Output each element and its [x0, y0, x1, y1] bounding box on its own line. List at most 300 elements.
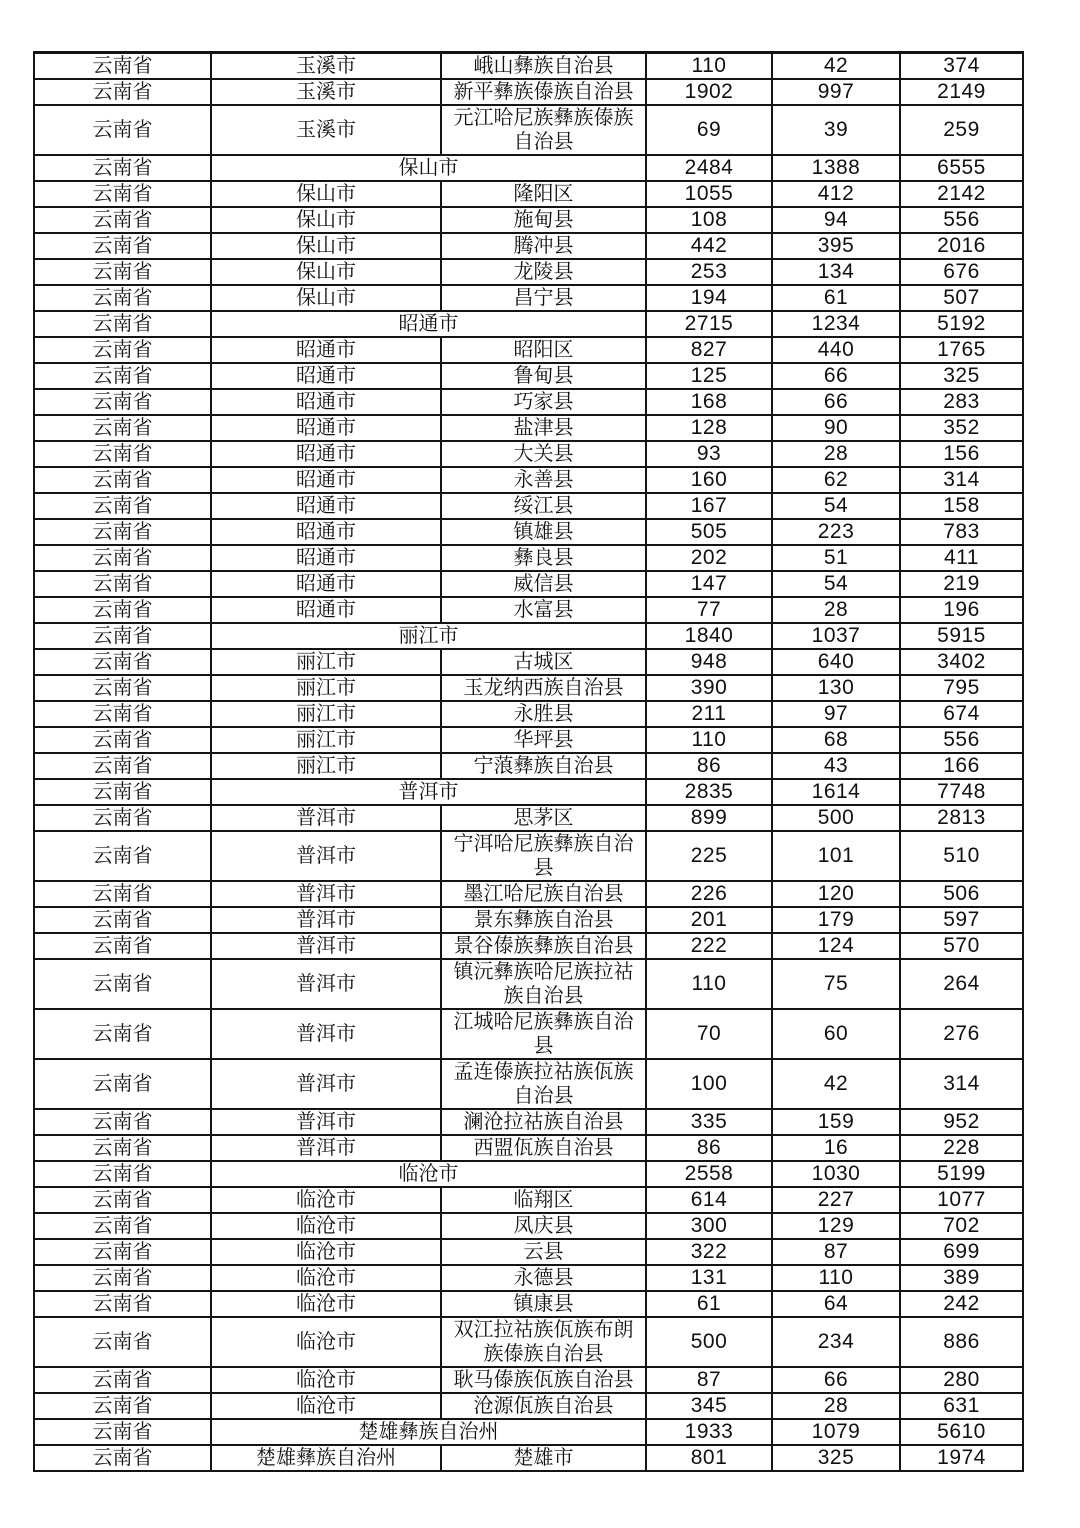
value-cell: 699: [900, 1239, 1023, 1265]
value-cell: 1234: [772, 311, 900, 337]
value-cell: 5192: [900, 311, 1023, 337]
value-cell: 6555: [900, 155, 1023, 181]
value-cell: 130: [772, 675, 900, 701]
county-cell: 沧源佤族自治县: [441, 1393, 646, 1419]
city-summary-cell: 楚雄彝族自治州: [211, 1419, 646, 1445]
value-cell: 5915: [900, 623, 1023, 649]
county-cell: 昌宁县: [441, 285, 646, 311]
table-row: [34, 881, 1023, 907]
table-row: [34, 233, 1023, 259]
county-cell: 宁蒗彝族自治县: [441, 753, 646, 779]
value-cell: 505: [646, 519, 772, 545]
city-cell: 保山市: [211, 207, 441, 233]
city-cell: 保山市: [211, 285, 441, 311]
county-cell: 孟连傣族拉祜族佤族 自治县: [441, 1059, 646, 1109]
province-cell: 云南省: [34, 545, 211, 571]
value-cell: 325: [772, 1445, 900, 1471]
value-cell: 234: [772, 1317, 900, 1367]
city-cell: 临沧市: [211, 1213, 441, 1239]
province-cell: 云南省: [34, 467, 211, 493]
value-cell: 16: [772, 1135, 900, 1161]
table-row: [34, 53, 1023, 80]
value-cell: 51: [772, 545, 900, 571]
county-cell: 盐津县: [441, 415, 646, 441]
table-row: [34, 649, 1023, 675]
value-cell: 97: [772, 701, 900, 727]
county-cell: 镇沅彝族哈尼族拉祜 族自治县: [441, 959, 646, 1009]
value-cell: 1079: [772, 1419, 900, 1445]
value-cell: 1902: [646, 79, 772, 105]
city-cell: 丽江市: [211, 701, 441, 727]
table-row: [34, 105, 1023, 155]
city-cell: 丽江市: [211, 675, 441, 701]
value-cell: 390: [646, 675, 772, 701]
city-cell: 临沧市: [211, 1265, 441, 1291]
value-cell: 69: [646, 105, 772, 155]
value-cell: 94: [772, 207, 900, 233]
county-cell: 威信县: [441, 571, 646, 597]
table-row: [34, 259, 1023, 285]
city-cell: 普洱市: [211, 1009, 441, 1059]
value-cell: 75: [772, 959, 900, 1009]
table-row: [34, 285, 1023, 311]
province-cell: 云南省: [34, 233, 211, 259]
value-cell: 219: [900, 571, 1023, 597]
value-cell: 948: [646, 649, 772, 675]
value-cell: 227: [772, 1187, 900, 1213]
county-cell: 楚雄市: [441, 1445, 646, 1471]
value-cell: 507: [900, 285, 1023, 311]
value-cell: 283: [900, 389, 1023, 415]
province-cell: 云南省: [34, 1393, 211, 1419]
value-cell: 110: [772, 1265, 900, 1291]
province-cell: 云南省: [34, 207, 211, 233]
value-cell: 374: [900, 53, 1023, 80]
table-row: [34, 959, 1023, 1009]
value-cell: 64: [772, 1291, 900, 1317]
province-cell: 云南省: [34, 1239, 211, 1265]
table-row: [34, 1291, 1023, 1317]
value-cell: 179: [772, 907, 900, 933]
county-cell: 永善县: [441, 467, 646, 493]
value-cell: 223: [772, 519, 900, 545]
table-row: [34, 415, 1023, 441]
value-cell: 2813: [900, 805, 1023, 831]
county-cell: 永德县: [441, 1265, 646, 1291]
table-row: [34, 571, 1023, 597]
city-summary-cell: 昭通市: [211, 311, 646, 337]
value-cell: 674: [900, 701, 1023, 727]
province-cell: 云南省: [34, 1135, 211, 1161]
county-cell: 新平彝族傣族自治县: [441, 79, 646, 105]
province-cell: 云南省: [34, 155, 211, 181]
value-cell: 500: [646, 1317, 772, 1367]
table-row: [34, 1393, 1023, 1419]
county-cell: 景东彝族自治县: [441, 907, 646, 933]
value-cell: 280: [900, 1367, 1023, 1393]
table-row: [34, 1445, 1023, 1471]
province-cell: 云南省: [34, 727, 211, 753]
table-row: [34, 701, 1023, 727]
value-cell: 70: [646, 1009, 772, 1059]
city-cell: 玉溪市: [211, 53, 441, 80]
province-cell: 云南省: [34, 907, 211, 933]
value-cell: 125: [646, 363, 772, 389]
city-summary-row: [34, 1161, 1023, 1187]
value-cell: 2715: [646, 311, 772, 337]
value-cell: 556: [900, 727, 1023, 753]
county-cell: 龙陵县: [441, 259, 646, 285]
table-row: [34, 519, 1023, 545]
province-cell: 云南省: [34, 285, 211, 311]
value-cell: 54: [772, 571, 900, 597]
county-cell: 鲁甸县: [441, 363, 646, 389]
value-cell: 128: [646, 415, 772, 441]
province-cell: 云南省: [34, 1367, 211, 1393]
value-cell: 899: [646, 805, 772, 831]
province-cell: 云南省: [34, 441, 211, 467]
county-cell: 腾冲县: [441, 233, 646, 259]
value-cell: 42: [772, 1059, 900, 1109]
county-cell: 耿马傣族佤族自治县: [441, 1367, 646, 1393]
table-row: [34, 831, 1023, 881]
value-cell: 314: [900, 1059, 1023, 1109]
value-cell: 7748: [900, 779, 1023, 805]
city-cell: 普洱市: [211, 1059, 441, 1109]
province-cell: 云南省: [34, 493, 211, 519]
county-cell: 彝良县: [441, 545, 646, 571]
province-cell: 云南省: [34, 259, 211, 285]
value-cell: 1974: [900, 1445, 1023, 1471]
province-cell: 云南省: [34, 311, 211, 337]
city-cell: 普洱市: [211, 1135, 441, 1161]
value-cell: 1030: [772, 1161, 900, 1187]
value-cell: 228: [900, 1135, 1023, 1161]
city-cell: 普洱市: [211, 907, 441, 933]
value-cell: 1388: [772, 155, 900, 181]
province-cell: 云南省: [34, 597, 211, 623]
city-cell: 昭通市: [211, 519, 441, 545]
county-cell: 景谷傣族彝族自治县: [441, 933, 646, 959]
county-cell: 宁洱哈尼族彝族自治 县: [441, 831, 646, 881]
table-row: [34, 933, 1023, 959]
value-cell: 54: [772, 493, 900, 519]
value-cell: 86: [646, 1135, 772, 1161]
city-cell: 昭通市: [211, 571, 441, 597]
province-cell: 云南省: [34, 1265, 211, 1291]
value-cell: 389: [900, 1265, 1023, 1291]
value-cell: 335: [646, 1109, 772, 1135]
county-cell: 双江拉祜族佤族布朗 族傣族自治县: [441, 1317, 646, 1367]
value-cell: 202: [646, 545, 772, 571]
table-row: [34, 441, 1023, 467]
county-cell: 大关县: [441, 441, 646, 467]
province-cell: 云南省: [34, 649, 211, 675]
county-cell: 墨江哈尼族自治县: [441, 881, 646, 907]
value-cell: 42: [772, 53, 900, 80]
value-cell: 159: [772, 1109, 900, 1135]
city-cell: 昭通市: [211, 597, 441, 623]
province-cell: 云南省: [34, 1213, 211, 1239]
city-cell: 丽江市: [211, 753, 441, 779]
value-cell: 597: [900, 907, 1023, 933]
value-cell: 2558: [646, 1161, 772, 1187]
statistics-table: [33, 51, 1024, 1472]
city-cell: 临沧市: [211, 1317, 441, 1367]
table-row: [34, 753, 1023, 779]
value-cell: 160: [646, 467, 772, 493]
value-cell: 827: [646, 337, 772, 363]
city-cell: 临沧市: [211, 1187, 441, 1213]
value-cell: 259: [900, 105, 1023, 155]
county-cell: 水富县: [441, 597, 646, 623]
table-row: [34, 1059, 1023, 1109]
province-cell: 云南省: [34, 1109, 211, 1135]
value-cell: 264: [900, 959, 1023, 1009]
value-cell: 196: [900, 597, 1023, 623]
province-cell: 云南省: [34, 753, 211, 779]
city-cell: 临沧市: [211, 1393, 441, 1419]
value-cell: 167: [646, 493, 772, 519]
value-cell: 614: [646, 1187, 772, 1213]
county-cell: 西盟佤族自治县: [441, 1135, 646, 1161]
value-cell: 147: [646, 571, 772, 597]
table-row: [34, 207, 1023, 233]
value-cell: 395: [772, 233, 900, 259]
county-cell: 华坪县: [441, 727, 646, 753]
province-cell: 云南省: [34, 181, 211, 207]
province-cell: 云南省: [34, 105, 211, 155]
value-cell: 131: [646, 1265, 772, 1291]
county-cell: 镇雄县: [441, 519, 646, 545]
value-cell: 66: [772, 389, 900, 415]
county-cell: 永胜县: [441, 701, 646, 727]
province-cell: 云南省: [34, 1419, 211, 1445]
city-cell: 丽江市: [211, 727, 441, 753]
province-cell: 云南省: [34, 79, 211, 105]
county-cell: 思茅区: [441, 805, 646, 831]
value-cell: 442: [646, 233, 772, 259]
city-cell: 保山市: [211, 233, 441, 259]
city-cell: 玉溪市: [211, 105, 441, 155]
value-cell: 510: [900, 831, 1023, 881]
value-cell: 129: [772, 1213, 900, 1239]
value-cell: 242: [900, 1291, 1023, 1317]
value-cell: 28: [772, 441, 900, 467]
county-cell: 昭阳区: [441, 337, 646, 363]
value-cell: 87: [646, 1367, 772, 1393]
value-cell: 108: [646, 207, 772, 233]
value-cell: 61: [646, 1291, 772, 1317]
value-cell: 1840: [646, 623, 772, 649]
value-cell: 500: [772, 805, 900, 831]
value-cell: 314: [900, 467, 1023, 493]
value-cell: 2484: [646, 155, 772, 181]
province-cell: 云南省: [34, 1187, 211, 1213]
city-summary-row: [34, 1419, 1023, 1445]
value-cell: 28: [772, 1393, 900, 1419]
value-cell: 62: [772, 467, 900, 493]
county-cell: 绥江县: [441, 493, 646, 519]
value-cell: 506: [900, 881, 1023, 907]
county-cell: 元江哈尼族彝族傣族 自治县: [441, 105, 646, 155]
value-cell: 345: [646, 1393, 772, 1419]
province-cell: 云南省: [34, 571, 211, 597]
value-cell: 325: [900, 363, 1023, 389]
county-cell: 巧家县: [441, 389, 646, 415]
table-row: [34, 389, 1023, 415]
city-cell: 丽江市: [211, 649, 441, 675]
city-cell: 保山市: [211, 181, 441, 207]
city-cell: 昭通市: [211, 415, 441, 441]
value-cell: 801: [646, 1445, 772, 1471]
value-cell: 702: [900, 1213, 1023, 1239]
value-cell: 60: [772, 1009, 900, 1059]
city-summary-cell: 临沧市: [211, 1161, 646, 1187]
value-cell: 352: [900, 415, 1023, 441]
value-cell: 87: [772, 1239, 900, 1265]
value-cell: 570: [900, 933, 1023, 959]
value-cell: 411: [900, 545, 1023, 571]
value-cell: 886: [900, 1317, 1023, 1367]
table-row: [34, 597, 1023, 623]
value-cell: 676: [900, 259, 1023, 285]
city-summary-cell: 丽江市: [211, 623, 646, 649]
province-cell: 云南省: [34, 831, 211, 881]
value-cell: 2835: [646, 779, 772, 805]
table-row: [34, 1265, 1023, 1291]
table-row: [34, 493, 1023, 519]
value-cell: 631: [900, 1393, 1023, 1419]
city-cell: 昭通市: [211, 545, 441, 571]
county-cell: 凤庆县: [441, 1213, 646, 1239]
province-cell: 云南省: [34, 805, 211, 831]
province-cell: 云南省: [34, 1009, 211, 1059]
province-cell: 云南省: [34, 519, 211, 545]
value-cell: 795: [900, 675, 1023, 701]
table-row: [34, 1135, 1023, 1161]
city-cell: 昭通市: [211, 467, 441, 493]
value-cell: 1765: [900, 337, 1023, 363]
value-cell: 166: [900, 753, 1023, 779]
province-cell: 云南省: [34, 1291, 211, 1317]
city-summary-cell: 保山市: [211, 155, 646, 181]
value-cell: 201: [646, 907, 772, 933]
city-summary-row: [34, 779, 1023, 805]
value-cell: 211: [646, 701, 772, 727]
city-cell: 临沧市: [211, 1291, 441, 1317]
value-cell: 28: [772, 597, 900, 623]
value-cell: 43: [772, 753, 900, 779]
value-cell: 66: [772, 363, 900, 389]
value-cell: 253: [646, 259, 772, 285]
value-cell: 556: [900, 207, 1023, 233]
county-cell: 施甸县: [441, 207, 646, 233]
value-cell: 110: [646, 959, 772, 1009]
county-cell: 云县: [441, 1239, 646, 1265]
value-cell: 158: [900, 493, 1023, 519]
table-row: [34, 1213, 1023, 1239]
value-cell: 1077: [900, 1187, 1023, 1213]
table-row: [34, 727, 1023, 753]
city-summary-cell: 普洱市: [211, 779, 646, 805]
value-cell: 300: [646, 1213, 772, 1239]
value-cell: 5610: [900, 1419, 1023, 1445]
county-cell: 澜沧拉祜族自治县: [441, 1109, 646, 1135]
value-cell: 61: [772, 285, 900, 311]
city-cell: 普洱市: [211, 1109, 441, 1135]
value-cell: 90: [772, 415, 900, 441]
value-cell: 77: [646, 597, 772, 623]
table-row: [34, 1009, 1023, 1059]
value-cell: 2016: [900, 233, 1023, 259]
value-cell: 322: [646, 1239, 772, 1265]
county-cell: 镇康县: [441, 1291, 646, 1317]
table-row: [34, 1239, 1023, 1265]
value-cell: 156: [900, 441, 1023, 467]
province-cell: 云南省: [34, 415, 211, 441]
county-cell: 江城哈尼族彝族自治 县: [441, 1009, 646, 1059]
value-cell: 412: [772, 181, 900, 207]
city-cell: 普洱市: [211, 831, 441, 881]
city-cell: 普洱市: [211, 881, 441, 907]
province-cell: 云南省: [34, 389, 211, 415]
value-cell: 1614: [772, 779, 900, 805]
value-cell: 3402: [900, 649, 1023, 675]
city-cell: 昭通市: [211, 389, 441, 415]
value-cell: 225: [646, 831, 772, 881]
value-cell: 1055: [646, 181, 772, 207]
value-cell: 68: [772, 727, 900, 753]
province-cell: 云南省: [34, 881, 211, 907]
city-cell: 昭通市: [211, 363, 441, 389]
value-cell: 124: [772, 933, 900, 959]
value-cell: 194: [646, 285, 772, 311]
value-cell: 1037: [772, 623, 900, 649]
value-cell: 66: [772, 1367, 900, 1393]
table-row: [34, 1109, 1023, 1135]
province-cell: 云南省: [34, 675, 211, 701]
table-row: [34, 675, 1023, 701]
table-row: [34, 363, 1023, 389]
table-row: [34, 337, 1023, 363]
table-row: [34, 907, 1023, 933]
value-cell: 101: [772, 831, 900, 881]
value-cell: 5199: [900, 1161, 1023, 1187]
value-cell: 440: [772, 337, 900, 363]
city-cell: 昭通市: [211, 441, 441, 467]
county-cell: 隆阳区: [441, 181, 646, 207]
province-cell: 云南省: [34, 933, 211, 959]
province-cell: 云南省: [34, 1445, 211, 1471]
city-cell: 昭通市: [211, 337, 441, 363]
value-cell: 110: [646, 53, 772, 80]
value-cell: 168: [646, 389, 772, 415]
value-cell: 100: [646, 1059, 772, 1109]
table-row: [34, 1367, 1023, 1393]
province-cell: 云南省: [34, 1317, 211, 1367]
table-row: [34, 805, 1023, 831]
city-cell: 临沧市: [211, 1367, 441, 1393]
table-row: [34, 79, 1023, 105]
province-cell: 云南省: [34, 779, 211, 805]
city-summary-row: [34, 155, 1023, 181]
table-row: [34, 1317, 1023, 1367]
province-cell: 云南省: [34, 53, 211, 80]
table-row: [34, 1187, 1023, 1213]
province-cell: 云南省: [34, 1059, 211, 1109]
value-cell: 2149: [900, 79, 1023, 105]
